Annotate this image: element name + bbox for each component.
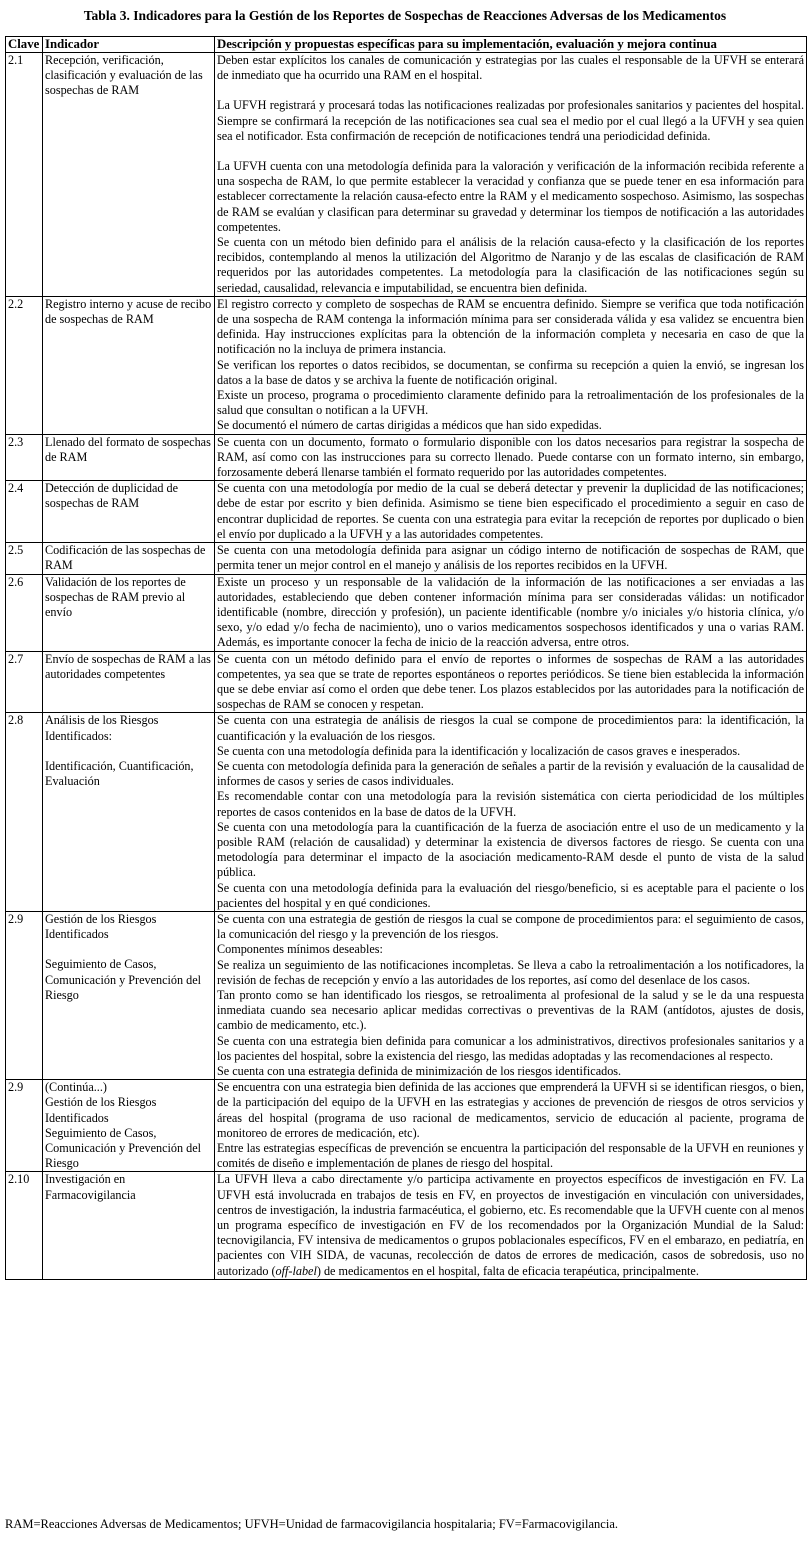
row-indicador <box>43 1080 215 1172</box>
desc-paragraph: Entre las estrategias específicas de prevención se encuentra la participación del responsable de la UFVH en reuniones y comités de diseño e implementación de planes de riesgo del hospital. <box>217 1141 804 1171</box>
desc-paragraph: Se cuenta con una estrategia de gestión de riesgos la cual se compone de procedimientos para: el seguimiento de casos, la comunicación del riesgo y la prevención de los riesgos. <box>217 911 804 942</box>
table-row <box>6 651 807 713</box>
row-indicador <box>43 296 215 434</box>
indicador-text: Análisis de los Riesgos Identificados: <box>45 713 159 743</box>
indicador-text: Gestión de los Riesgos Identificados <box>45 1095 157 1125</box>
indicador-text: Validación de los reportes de sospechas de RAM previo al envío <box>45 574 186 619</box>
desc-paragraph: Se cuenta con una metodología para la cuantificación de la fuerza de asociación entre el uso de un medicamento y la posible RAM (relación de causalidad) y determinar la existencia de diversos factores de riesgo. Se cuenta con una metodología para determinar el impacto de la asociación medicamento-RAM desde el punto de vista de la salud pública. <box>217 819 804 880</box>
row-clave: 2.3 <box>6 434 43 481</box>
row-clave: 2.2 <box>6 296 43 434</box>
desc-paragraph: Se cuenta con un documento, formato o formulario disponible con los datos necesarios para registrar la sospecha de RAM, así como con las instrucciones para su correcto llenado. Puede contarse con un formato interno, sin embargo, forzosamente deberá llenarse también el formato requerido por las autoridades competentes. <box>217 434 804 480</box>
indicador-text: Gestión de los Riesgos Identificados <box>45 911 157 942</box>
indicador-subtext: Seguimiento de Casos, Comunicación y Prevención del Riesgo <box>45 957 202 1002</box>
table-row <box>6 1172 807 1279</box>
indicador-text: Investigación en Farmacovigilancia <box>45 1172 136 1202</box>
table-row <box>6 911 807 1079</box>
table-row <box>6 713 807 912</box>
table-row <box>6 53 807 297</box>
row-clave: 2.7 <box>6 651 43 713</box>
desc-paragraph: Se cuenta con metodología definida para la generación de señales a partir de la revisión y evaluación de la causalidad de informes de casos y series de casos individuales. <box>217 758 804 789</box>
desc-paragraph: Se cuenta con una metodología por medio de la cual se deberá detectar y prevenir la duplicidad de las notificaciones; debe de estar por escrito y bien definida. Asimismo se tiene bien especificado el procedimiento a seguir en caso de encontrar duplicidad de reportes. Se cuenta con una estrategia para evitar la recepción de reportes por duplicado o bien el envío por duplicado a la UFVH y a las autoridades competentes. <box>217 481 804 541</box>
indicador-text: Detección de duplicidad de sospechas de RAM <box>45 481 178 511</box>
desc-paragraph: La UFVH cuenta con una metodología definida para la valoración y verificación de la información recibida referente a una sospecha de RAM, lo que permite establecer la veracidad y confianza que se puede tener en esa información para establecer correctamente la relación causa-efecto entre la RAM y el medicamento sospechoso. Asimismo, las sospechas de RAM se evalúan y clasifican para determinar su gravedad y determinar los tiempos de notificación a las autoridades competentes. <box>217 159 804 234</box>
indicador-text: Codificación de las sospechas de RAM <box>45 543 206 573</box>
row-descripcion <box>215 1080 807 1172</box>
desc-paragraph: Se cuenta con una metodología definida para la evaluación del riesgo/beneficio, si es aceptable para el paciente o los pacientes del hospital y en qué condiciones. <box>217 880 804 910</box>
row-indicador <box>43 911 215 1079</box>
desc-paragraph: Se cuenta con una estrategia bien definida para comunicar a los administrativos, directivos profesionales sanitarios y a los pacientes del hospital, sobre la existencia del riesgo, las medidas adoptadas y las recomendaciones al respecto. <box>217 1033 804 1063</box>
desc-paragraph: Se cuenta con un método bien definido para el análisis de la relación causa-efecto y la clasificación de los reportes recibidos, contemplando al menos la utilización del Algoritmo de Naranjo y de las escalas de clasificación de RAM requeridos por las autoridades competentes. La metodología para la clasificación de las notificaciones según su seriedad, causalidad, relevancia e imputabilidad, se encuentra bien definida. <box>217 235 804 295</box>
desc-paragraph: Se cuenta con una metodología definida para asignar un código interno de notificación de sospechas de RAM, que permita tener un mejor control en el manejo y análisis de los reportes recibidos en la UFVH. <box>217 543 804 573</box>
desc-paragraph: Se cuenta con un método definido para el envío de reportes o informes de sospechas de RAM a las autoridades competentes, ya sea que se trate de reportes espontáneos o reportes periódicos. Se tiene bien establecida la información que se debe enviar así como el orden que debe tener. Los plazos establecidos por las autoridades para la notificación de sospechas de RAM se conocen y respetan. <box>217 651 804 712</box>
desc-paragraph <box>217 1172 804 1278</box>
row-descripcion <box>215 481 807 543</box>
header-indicador: Indicador <box>43 37 215 53</box>
row-indicador <box>43 651 215 713</box>
row-clave: 2.10 <box>6 1172 43 1279</box>
table-title: Tabla 3. Indicadores para la Gestión de los Reportes de Sospechas de Reacciones Adversas de los Medicamentos <box>83 8 727 23</box>
table-row <box>6 543 807 574</box>
row-indicador <box>43 713 215 912</box>
table-row <box>6 1080 807 1172</box>
indicador-text: Llenado del formato de sospechas de RAM <box>45 434 211 464</box>
desc-paragraph: La UFVH registrará y procesará todas las notificaciones realizadas por profesionales sanitarios y pacientes del hospital. Siempre se confirmará la recepción de las notificaciones sea cual sea el medio por el cual llegó a la UFVH y sea quien sea el notificador. Esta confirmación de recepción de notificaciones tendrá una periodicidad definida. <box>217 98 804 143</box>
indicador-subtext: Identificación, Cuantificación, Evaluación <box>45 758 194 788</box>
row-descripcion <box>215 713 807 912</box>
row-clave: 2.5 <box>6 543 43 574</box>
indicador-text: Recepción, verificación, clasificación y evaluación de las sospechas de RAM <box>45 53 203 98</box>
desc-paragraph: Tan pronto como se han identificado los riesgos, se retroalimenta al profesional de la salud y se le da una respuesta inmediata cuando sea necesario aplicar medidas correctivas o preventivas de la RAM (antídotos, ajustes de dosis, cambio de medicamento, etc.). <box>217 987 804 1033</box>
desc-paragraph: Se cuenta con una estrategia definida de minimización de los riesgos identificados. <box>217 1064 622 1078</box>
table-row <box>6 434 807 481</box>
desc-paragraph: Se cuenta con una metodología definida para la identificación y localización de casos graves e inesperados. <box>217 743 741 758</box>
indicators-table <box>5 36 807 1280</box>
row-indicador <box>43 481 215 543</box>
footnote: RAM=Reacciones Adversas de Medicamentos; UFVH=Unidad de farmacovigilancia hospitalaria; FV=Farmacovigilancia. <box>5 1517 618 1531</box>
row-descripcion <box>215 53 807 297</box>
row-descripcion <box>215 296 807 434</box>
row-clave: 2.9 <box>6 911 43 1079</box>
row-clave: 2.6 <box>6 574 43 651</box>
desc-paragraph: El registro correcto y completo de sospechas de RAM se encuentra definido. Siempre se verifica que toda notificación de una sospecha de RAM contenga la información mínima para ser considerada válida y esa validez se encuentra bien definida. Hay instrucciones explícitas para la obtención de la información completa y necesaria en caso de que la notificación no la incluya de primera instancia. <box>217 296 804 357</box>
table-row <box>6 481 807 543</box>
desc-paragraph: Se verifican los reportes o datos recibidos, se documentan, se confirma su recepción a quien la envió, se ingresan los datos a la base de datos y se archiva la fuente de notificación original. <box>217 357 804 387</box>
desc-paragraph: Existe un proceso, programa o procedimiento claramente definido para la retroalimentación de los profesionales de la salud que consultan o notifican a la UFVH. <box>217 388 804 418</box>
row-clave: 2.4 <box>6 481 43 543</box>
row-clave: 2.8 <box>6 713 43 912</box>
row-clave: 2.9 <box>6 1080 43 1172</box>
desc-paragraph: Deben estar explícitos los canales de comunicación y estrategias por las cuales el responsable de la UFVH se enterará de inmediato que ha ocurrido una RAM en el hospital. <box>217 53 804 83</box>
desc-paragraph: Se encuentra con una estrategia bien definida de las acciones que emprenderá la UFVH si se identifican riesgos, o bien, de la participación del equipo de la UFVH en las estrategias y acciones de prevención de riesgos de otros servicios y áreas del hospital (programa de uso racional de medicamentos, servicio de educación al paciente, programa de monitoreo de errores de medicación, etc). <box>217 1080 804 1140</box>
row-descripcion <box>215 1172 807 1279</box>
table-row <box>6 574 807 651</box>
row-descripcion <box>215 543 807 574</box>
desc-paragraph: Se documentó el número de cartas dirigidas a médicos que han sido expedidas. <box>217 418 602 433</box>
row-indicador <box>43 543 215 574</box>
off-label-term: off-label <box>275 1263 317 1278</box>
indicador-text: Registro interno y acuse de recibo de sospechas de RAM <box>45 296 212 327</box>
row-indicador <box>43 574 215 651</box>
row-descripcion <box>215 651 807 713</box>
row-descripcion <box>215 911 807 1079</box>
desc-text: ) de medicamentos en el hospital, falta de eficacia terapéutica, principalmente. <box>316 1263 699 1278</box>
row-indicador <box>43 1172 215 1279</box>
desc-paragraph: Se realiza un seguimiento de las notificaciones incompletas. Se lleva a cabo la retroalimentación a los notificadores, la revisión de fechas de recepción y envío a las autoridades de los reportes, así como del desenlace de los casos. <box>217 957 804 987</box>
header-clave: Clave <box>6 37 43 53</box>
desc-paragraph: Existe un proceso y un responsable de la validación de la información de las notificaciones a ser enviadas a las autoridades, estableciendo que deben contener información mínima para ser consideradas válidas: un notificador identificable (nombre, dirección y profesión), un paciente identificable (nombre y/o iniciales y/o historia clínica, y/o sexo, y/o edad y/o fecha de nacimiento), uno o varios medicamentos sospechosos identificados y una o varias RAM. Además, es importante conocer la fecha de inicio de la reacción adversa, entre otros. <box>217 574 804 650</box>
table-row <box>6 296 807 434</box>
header-descripcion: Descripción y propuestas específicas para su implementación, evaluación y mejora continua <box>215 37 807 53</box>
row-descripcion <box>215 434 807 481</box>
indicador-continua: (Continúa...) <box>45 1080 107 1095</box>
desc-paragraph: Se cuenta con una estrategia de análisis de riesgos la cual se compone de procedimientos para: la identificación, la cuantificación y la evaluación de los riesgos. <box>217 713 804 743</box>
desc-paragraph: Componentes mínimos deseables: <box>217 942 383 957</box>
table-header-row <box>6 37 807 53</box>
row-indicador <box>43 434 215 481</box>
row-descripcion <box>215 574 807 651</box>
indicador-text: Envío de sospechas de RAM a las autoridades competentes <box>45 651 211 681</box>
row-clave: 2.1 <box>6 53 43 297</box>
desc-text: La UFVH lleva a cabo directamente y/o participa activamente en proyectos específicos de investigación en FV. La UFVH está involucrada en trabajos de tesis en FV, en proyectos de investigación en vinculación con universidades, centros de investigación, la industria farmacéutica, el gobierno, etc. Es recomendable que la UFVH cuente con al menos un programa específico de investigación en FV de los recomendados por la Organización Mundial de la Salud: tecnovigilancia, FV intensiva de medicamentos o grupos poblacionales específicos, FV en el embarazo, en pediatría, en pacientes con VIH SIDA, de vacunas, recolección de datos de errores de medicación, casos de sobredosis, uso no autorizado ( <box>217 1172 804 1278</box>
desc-paragraph: Es recomendable contar con una metodología para la revisión sistemática con cierta periodicidad de los múltiples reportes de casos contenidos en la base de datos de la UFVH. <box>217 789 804 819</box>
row-indicador <box>43 53 215 297</box>
indicador-subtext: Seguimiento de Casos, Comunicación y Prevención del Riesgo <box>45 1125 202 1171</box>
